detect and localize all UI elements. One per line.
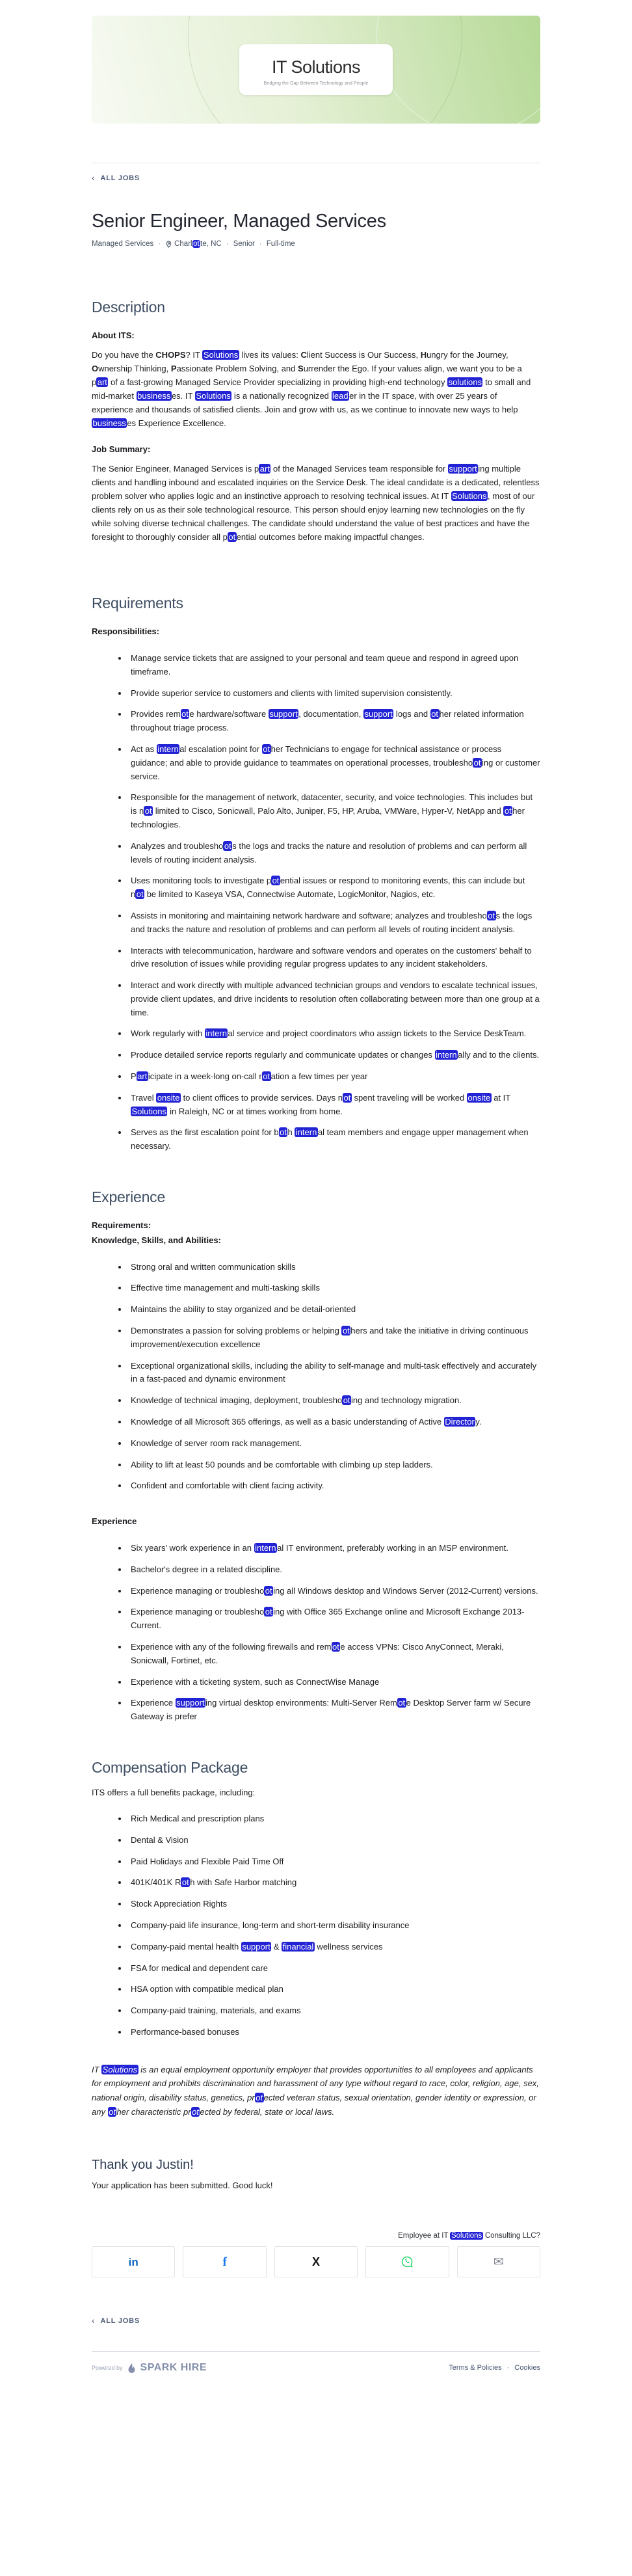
- meta-separator: ·: [259, 240, 262, 248]
- ksa-label: Knowledge, Skills, and Abilities:: [92, 1235, 221, 1245]
- eeo-statement: IT Solutions is an equal employment opportunity employer that provides opportunities to all employees and applicants for employment and prohibits discrimination and harassment of any type without regard to race, color, religion, age, sex, national origin, disability status, genetics, pr ot ected veteran status, sexual orientation, gender identity or expression, or any ot her characteristic pr ot ected by federal, state or local laws.: [92, 2064, 539, 2117]
- section-heading-description: Description: [92, 299, 165, 315]
- list-item: • Analyzes and troublesho ot s the logs and tracks the nature and resolution of problems and can perform all levels of routing incident analysis.: [128, 840, 540, 867]
- chevron-left-icon: ‹: [92, 2315, 96, 2326]
- list-item: • Produce detailed service reports regularly and communicate updates or changes intern ally and to the clients.: [128, 1049, 540, 1062]
- share-email-button[interactable]: [457, 2246, 540, 2277]
- benefits-list: [92, 1812, 540, 2039]
- legal-separator: ·: [507, 2364, 510, 2372]
- experience-requirements-label: Requirements:: [92, 1220, 151, 1231]
- list-item: • Company-paid mental health support & financial wellness services: [128, 1940, 540, 1954]
- list-item: • Maintains the ability to stay organized and be detail-oriented: [128, 1303, 540, 1317]
- breadcrumb-label: ALL JOBS: [100, 174, 140, 182]
- list-item: • Demonstrates a passion for solving problems or helping ot hers and take the initiative in driving continuous improvement/execution excellence: [128, 1324, 540, 1352]
- linkedin-icon: in: [128, 2255, 138, 2268]
- list-item: • Interacts with telecommunication, hardware and software vendors and operates on the customers' behalf to drive resolution of issues while providing regular progress updates to any incident stakeholders.: [128, 945, 540, 972]
- list-item: • Act as intern al escalation point for ot her Technicians to engage for technical assistance or process guidance; and able to provide guidance to teammates on operational processes, troublesho ot ing or customer service.: [128, 743, 540, 783]
- company-banner: [92, 16, 540, 124]
- list-item: • 401K/401K R ot h with Safe Harbor matching: [128, 1876, 540, 1890]
- job-summary-paragraph: The Senior Engineer, Managed Services is p art of the Managed Services team responsible for support ing multiple clients and handling inbound and escalated inquiries on the Service Desk. The ideal candidate is a dedicated, relentless problem solver who applies logic and an instinctive approach to resolving technical issues. At IT Solutions , most of our clients rely on us as their sole technological resource. This person should enjoy learning new technologies on the fly while solving diverse technical challenges. The candidate should understand the value of best practices and have the foresight to thoroughly consider all p ot ential outcomes before making impactful changes.: [92, 463, 540, 543]
- list-item: • HSA option with compatible medical plan: [128, 1983, 540, 1996]
- list-item: • Experience with a ticketing system, such as ConnectWise Manage: [128, 1676, 540, 1689]
- powered-by-label: Powered by: [92, 2365, 123, 2372]
- share-linkedin-button[interactable]: [92, 2246, 175, 2277]
- list-item: • Experience managing or troublesho ot ing all Windows desktop and Windows Server (2012-Current) versions.: [128, 1585, 540, 1598]
- thank-you-heading: Thank you Justin!: [92, 2158, 194, 2173]
- about-label: About ITS:: [92, 330, 135, 340]
- whatsapp-icon: [401, 2255, 414, 2268]
- section-heading-requirements: Requirements: [92, 595, 183, 612]
- meta-location: [165, 240, 222, 248]
- compensation-intro: ITS offers a full benefits package, including:: [92, 1787, 256, 1797]
- x-twitter-icon: X: [312, 2255, 321, 2269]
- responsibilities-list: [92, 652, 540, 1153]
- list-item: • Uses monitoring tools to investigate p ot ential issues or respond to monitoring events, this can include but n ot be limited to Kaseya VSA, Connectwise Automate, LogicMonitor, Nagios, etc.: [128, 874, 540, 902]
- list-item: • Provide superior service to customers and clients with limited supervision consistently.: [128, 687, 540, 701]
- list-item: • FSA for medical and dependent care: [128, 1962, 540, 1976]
- list-item: • Dental & Vision: [128, 1834, 540, 1847]
- footer-legal: [449, 2364, 540, 2372]
- list-item: • Paid Holidays and Flexible Paid Time Off: [128, 1855, 540, 1869]
- list-item: • Six years' work experience in an intern al IT environment, preferably working in an MSP environment.: [128, 1542, 540, 1555]
- company-logo: IT Solutions: [271, 57, 361, 77]
- page-title: Senior Engineer, Managed Services: [92, 211, 386, 232]
- sparkhire-wordmark: SPARK HIRE: [140, 2362, 207, 2374]
- share-question: Employee at IT Solutions Consulting LLC?: [398, 2232, 540, 2240]
- list-item: • Serves as the first escalation point for b ot h intern al team members and engage upper management when necessary.: [128, 1126, 540, 1153]
- footer: [92, 2351, 540, 2402]
- share-whatsapp-button[interactable]: [365, 2246, 449, 2277]
- section-heading-experience: Experience: [92, 1188, 166, 1206]
- breadcrumb-all-jobs-bottom[interactable]: [92, 2316, 140, 2326]
- list-item: • Effective time management and multi-tasking skills: [128, 1281, 540, 1295]
- thank-you-message: Your application has been submitted. Good luck!: [92, 2180, 273, 2191]
- list-item: • Performance-based bonuses: [128, 2026, 540, 2039]
- company-tagline: Bridging the Gap Between Technology and People: [263, 81, 369, 86]
- meta-department: Managed Services: [92, 240, 154, 248]
- terms-link[interactable]: Terms & Policies: [449, 2364, 502, 2372]
- list-item: • Travel onsite to client offices to provide services. Days n ot spent traveling will be worked onsite at IT Solutions in Raleigh, NC or at times working from home.: [128, 1092, 540, 1119]
- job-summary-label: Job Summary:: [92, 444, 151, 455]
- experience-list: [92, 1542, 540, 1724]
- about-paragraph: Do you have the CHOPS? IT Solutions lives its values: Client Success is Our Success, Hungry for the Journey, Ownership Thinking, Passionate Problem Solving, and Surrender the Ego. If your values align, we want you to be a p art of a fast-growing Managed Service Provider specializing in providing high-end technology solutions to small and mid-market business es. IT Solutions is a nationally recognized lead er in the IT space, with over 25 years of experience and thousands of satisfied clients. Join and grow with us, as we continue to innovate new ways to help business es Experience Excellence.: [92, 349, 531, 429]
- facebook-icon: f: [222, 2255, 227, 2269]
- breadcrumb-label: ALL JOBS: [100, 2317, 140, 2326]
- job-posting-page: [0, 16, 632, 2402]
- location-pin-icon: [165, 241, 172, 248]
- list-item: • Company-paid life insurance, long-term and short-term disability insurance: [128, 1919, 540, 1933]
- email-envelope-icon: ✉: [493, 2255, 504, 2269]
- list-item: • Exceptional organizational skills, including the ability to self-manage and multi-task effectively and accurately in a fast-paced and dynamic environment: [128, 1360, 540, 1387]
- ksa-list: [92, 1261, 540, 1494]
- list-item: • Experience with any of the following firewalls and rem ot e access VPNs: Cisco AnyConnect, Meraki, Sonicwall, Fortinet, etc.: [128, 1641, 540, 1668]
- list-item: • Strong oral and written communication skills: [128, 1261, 540, 1274]
- list-item: • Experience support ing virtual desktop environments: Multi-Server Rem ot e Desktop Server farm w/ Secure Gateway is prefer: [128, 1697, 540, 1724]
- share-facebook-button[interactable]: [183, 2246, 266, 2277]
- company-logo-card: [239, 44, 393, 95]
- list-item: • Manage service tickets that are assigned to your personal and team queue and respond in agreed upon timeframe.: [128, 652, 540, 679]
- chevron-left-icon: ‹: [92, 172, 96, 183]
- job-meta: [92, 240, 540, 248]
- meta-separator: ·: [158, 240, 161, 248]
- list-item: • Assists in monitoring and maintaining network hardware and software; analyzes and troublesho ot s the logs and tracks the nature and resolution of problems and can perform all levels of routing incident analysis.: [128, 909, 540, 937]
- list-item: • Confident and comfortable with client facing activity.: [128, 1479, 540, 1493]
- share-buttons-row: [92, 2246, 540, 2277]
- list-item: • Knowledge of technical imaging, deployment, troublesho ot ing and technology migration.: [128, 1394, 540, 1408]
- list-item: • Rich Medical and prescription plans: [128, 1812, 540, 1826]
- list-item: • Responsible for the management of network, datacenter, security, and voice technologies. This includes but is n ot limited to Cisco, Sonicwall, Palo Alto, Juniper, F5, HP, Aruba, VMWare, Hyper-V, NetApp and ot her technologies.: [128, 791, 540, 831]
- cookies-link[interactable]: Cookies: [514, 2364, 540, 2372]
- list-item: • Work regularly with intern al service and project coordinators who assign tickets to the Service DeskTeam.: [128, 1027, 540, 1041]
- list-item: • Company-paid training, materials, and exams: [128, 2004, 540, 2018]
- list-item: • Provides rem ot e hardware/software support , documentation, support logs and ot her related information throughout triage process.: [128, 708, 540, 735]
- share-x-button[interactable]: [274, 2246, 358, 2277]
- meta-seniority: Senior: [233, 240, 255, 248]
- breadcrumb-all-jobs[interactable]: [92, 174, 140, 183]
- responsibilities-label: Responsibilities:: [92, 626, 160, 637]
- list-item: • Knowledge of all Microsoft 365 offerings, as well as a basic understanding of Active Director y.: [128, 1415, 540, 1429]
- list-item: • Ability to lift at least 50 pounds and be comfortable with climbing up step ladders.: [128, 1458, 540, 1472]
- section-heading-compensation: Compensation Package: [92, 1758, 248, 1776]
- meta-employment-type: Full-time: [266, 240, 295, 248]
- list-item: • Knowledge of server room rack management.: [128, 1437, 540, 1451]
- sparkhire-logo-icon: [127, 2363, 137, 2374]
- meta-location-text: Charl ot te, NC: [174, 240, 222, 248]
- list-item: • Bachelor's degree in a related discipline.: [128, 1563, 540, 1577]
- list-item: • Interact and work directly with multiple advanced technician groups and vendors to escalate technical issues, provide client updates, and drive incidents to resolution often collaborating between more than one group at a time.: [128, 979, 540, 1019]
- sparkhire-branding[interactable]: [92, 2362, 207, 2374]
- list-item: • Experience managing or troublesho ot ing with Office 365 Exchange online and Microsoft Exchange 2013-Current.: [128, 1605, 540, 1633]
- experience-sublabel: Experience: [92, 1516, 137, 1527]
- list-item: • P art icipate in a week-long on-call r ot ation a few times per year: [128, 1070, 540, 1084]
- meta-separator: ·: [226, 240, 229, 248]
- list-item: • Stock Appreciation Rights: [128, 1898, 540, 1911]
- share-section: [92, 2232, 540, 2277]
